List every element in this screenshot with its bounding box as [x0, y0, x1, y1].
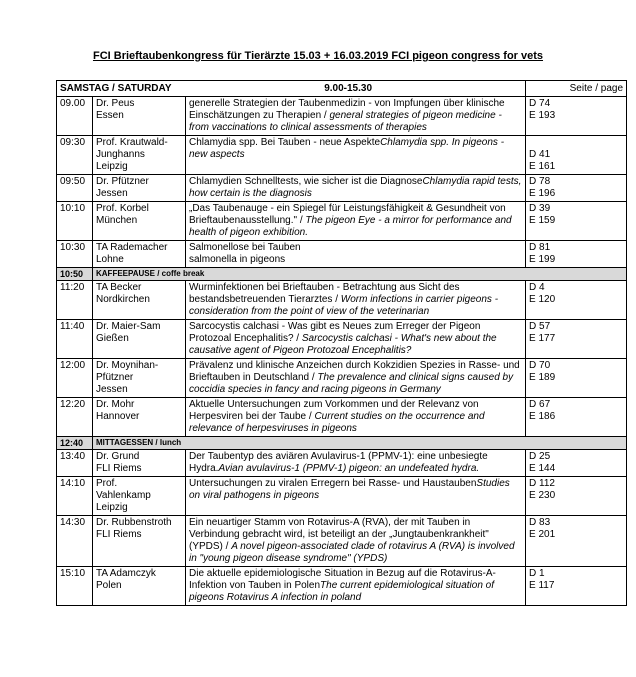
session-row [57, 175, 627, 202]
page-ref: D 4 [529, 282, 545, 293]
topic-english: Chlamydia spp. In pigeons - new aspects [189, 137, 505, 160]
break-label: MITTAGESSEN / lunch [93, 437, 627, 450]
speaker-line: München [96, 215, 138, 226]
session-time: 10:50 [57, 268, 93, 281]
speaker-line: TA Rademacher [96, 242, 168, 253]
page-refs [526, 516, 627, 567]
speaker-line: Prof. Krautwald- [96, 137, 168, 148]
day-header [57, 81, 526, 97]
speaker-line: Junghanns [96, 149, 145, 160]
topic-german: Prävalenz und klinische Anzeichen durch Kokzidien Spezies in Rasse- und Brieftauben in Deutschland / [189, 360, 520, 383]
hours-label: 9.00-15.30 [324, 83, 373, 94]
speaker-line: Nordkirchen [96, 294, 150, 305]
topic-german: Aktuelle Untersuchungen zum Vorkommen und der Relevanz von Herpesviren bei der Taube / [189, 399, 479, 422]
topic [186, 241, 526, 268]
topic [186, 202, 526, 241]
session-row [57, 241, 627, 268]
session-row [57, 320, 627, 359]
speaker-line: Dr. Grund [96, 451, 140, 462]
page-ref: D 83 [529, 517, 551, 528]
speaker [93, 241, 186, 268]
topic [186, 567, 526, 606]
page-ref: E 199 [529, 254, 556, 265]
schedule-table [56, 80, 627, 606]
speaker [93, 477, 186, 516]
speaker [93, 450, 186, 477]
session-time: 09.00 [57, 97, 93, 136]
topic-german: Ein neuartiger Stamm von Rotavirus-A (RVA), der mit Tauben in Verbindung gebracht wird, ist beteiligt an der „Jungtaubenkrankheit" (YPDS) / [189, 517, 489, 552]
session-time: 14:10 [57, 477, 93, 516]
page-refs [526, 320, 627, 359]
topic-german: Die aktuelle epidemiologische Situation in Bezug auf die Rotavirus-A-Infektion von Tauben in Polen [189, 568, 496, 591]
page-refs [526, 175, 627, 202]
topic-german: Sarcocystis calchasi - Was gibt es Neues zum Erreger der Pigeon Protozoal Encephalitis? / [189, 321, 481, 344]
topic-english: Avian avulavirus-1 (PPMV-1) pigeon: an undefeated hydra. [218, 463, 480, 474]
page-ref: D 39 [529, 203, 551, 214]
session-row [57, 477, 627, 516]
page-ref: E 196 [529, 188, 556, 199]
page-refs [526, 202, 627, 241]
topic-german: „Das Taubenauge - ein Spiegel für Leistungsfähigkeit & Gesundheit von Brieftaubenausstellung." / [189, 203, 506, 226]
topic [186, 136, 526, 175]
speaker-line: Polen [96, 580, 122, 591]
page-ref: D 112 [529, 478, 555, 489]
page-refs [526, 477, 627, 516]
session-row [57, 136, 627, 175]
page-ref: D 70 [529, 360, 551, 371]
topic-german: Salmonellose bei Tauben [189, 242, 301, 253]
page-ref: E 189 [529, 372, 556, 383]
page-ref: D 25 [529, 451, 551, 462]
speaker [93, 516, 186, 567]
page-refs [526, 241, 627, 268]
speaker-line: TA Adamczyk [96, 568, 156, 579]
session-row [57, 516, 627, 567]
page-ref: E 117 [529, 580, 555, 591]
topic [186, 398, 526, 437]
topic-english: Sarcocystis calchasi - What's new about the causative agent of Pigeon Protozoal Encephalitis? [189, 333, 497, 356]
session-time: 10:10 [57, 202, 93, 241]
session-time: 14:30 [57, 516, 93, 567]
speaker-line: Lohne [96, 254, 124, 265]
speaker-line: Gießen [96, 333, 129, 344]
page-ref: D 78 [529, 176, 551, 187]
topic [186, 516, 526, 567]
page-ref: E 144 [529, 463, 556, 474]
speaker-line: Dr. Rubbenstroth [96, 517, 172, 528]
speaker [93, 567, 186, 606]
speaker [93, 97, 186, 136]
topic-german: Der Taubentyp des aviären Avulavirus-1 (PPMV-1): eine unbesiegte Hydra. [189, 451, 488, 474]
session-time: 10:30 [57, 241, 93, 268]
topic-english: The current epidemiological situation of pigeons Rotavirus A infection in poland [189, 580, 495, 603]
page-ref: D 1 [529, 568, 545, 579]
speaker [93, 398, 186, 437]
speaker-line: TA Becker [96, 282, 142, 293]
schedule-header-row [57, 81, 627, 97]
session-row [57, 97, 627, 136]
topic-english: salmonella in pigeons [189, 254, 286, 265]
topic [186, 281, 526, 320]
page-refs [526, 136, 627, 175]
speaker [93, 202, 186, 241]
page-ref: E 193 [529, 110, 556, 121]
session-time: 11:20 [57, 281, 93, 320]
session-time: 12:00 [57, 359, 93, 398]
topic-german: Wurminfektionen bei Brieftauben - Betrachtung aus Sicht des bestandsbetreuenden Tierarztes / [189, 282, 460, 305]
speaker [93, 136, 186, 175]
session-time: 12:40 [57, 437, 93, 450]
speaker-line: Leipzig [96, 502, 128, 513]
topic-german: Chlamydien Schnelltests, wie sicher ist die Diagnose [189, 176, 423, 187]
page-ref: D 81 [529, 242, 551, 253]
page-ref: E 161 [529, 161, 556, 172]
session-time: 12:20 [57, 398, 93, 437]
break-row [57, 268, 627, 281]
session-time: 11:40 [57, 320, 93, 359]
session-row [57, 202, 627, 241]
topic-english: Chlamydia rapid tests, how certain is the diagnosis [189, 176, 522, 199]
speaker-line: Essen [96, 110, 124, 121]
break-label: KAFFEEPAUSE / coffe break [93, 268, 627, 281]
topic [186, 97, 526, 136]
break-row [57, 437, 627, 450]
page-ref: E 230 [529, 490, 556, 501]
topic-english: The pigeon Eye - a mirror for performance and health of pigeon exhibition. [189, 215, 512, 238]
speaker [93, 359, 186, 398]
topic [186, 477, 526, 516]
session-row [57, 281, 627, 320]
session-row [57, 450, 627, 477]
page-ref: E 120 [529, 294, 556, 305]
session-row [57, 359, 627, 398]
topic [186, 175, 526, 202]
session-time: 09:50 [57, 175, 93, 202]
topic-english: The prevalence and clinical signs caused by coccidia species in fancy and racing pigeons in Germany [189, 372, 514, 395]
session-row [57, 567, 627, 606]
page-refs [526, 450, 627, 477]
session-time: 15:10 [57, 567, 93, 606]
speaker-line: Dr. Moynihan- [96, 360, 159, 371]
speaker-line: Leipzig [96, 161, 128, 172]
speaker-line: Prof. Korbel [96, 203, 149, 214]
page-ref: E 159 [529, 215, 556, 226]
speaker-line: Jessen [96, 384, 128, 395]
speaker [93, 281, 186, 320]
speaker-line: FLI Riems [96, 529, 142, 540]
session-time: 09:30 [57, 136, 93, 175]
page-refs [526, 567, 627, 606]
speaker-line: Hannover [96, 411, 140, 422]
topic-english: Current studies on the occurrence and relevance of herpesviruses in pigeons [189, 411, 485, 434]
topic-english: Studies on viral pathogens in pigeons [189, 478, 510, 501]
topic [186, 359, 526, 398]
topic [186, 320, 526, 359]
page-ref: D 74 [529, 98, 551, 109]
speaker-line: Dr. Maier-Sam [96, 321, 161, 332]
page-ref: D 57 [529, 321, 551, 332]
page-ref: E 201 [529, 529, 556, 540]
speaker-line: Jessen [96, 188, 128, 199]
topic-german: generelle Strategien der Taubenmedizin - von Impfungen über klinische Einschätzungen zu Therapien / [189, 98, 505, 121]
speaker-line: Dr. Pfützner [96, 176, 149, 187]
topic-english: Worm infections in carrier pigeons - consideration from the point of view of the veterinarian [189, 294, 499, 317]
session-time: 13:40 [57, 450, 93, 477]
page-ref: D 41 [529, 149, 551, 160]
page-refs [526, 398, 627, 437]
speaker-line: Vahlenkamp [96, 490, 151, 501]
speaker-line: Prof. [96, 478, 118, 489]
page-refs [526, 359, 627, 398]
page-title: FCI Brieftaubenkongress für Tierärzte 15.03 + 16.03.2019 FCI pigeon congress for vets [92, 50, 544, 62]
day-label: SAMSTAG / SATURDAY [60, 83, 172, 94]
page-ref: E 177 [529, 333, 556, 344]
topic-german: Untersuchungen zu viralen Erregern bei Rasse- und Haustauben [189, 478, 477, 489]
session-row [57, 398, 627, 437]
page-column-header: Seite / page [526, 81, 627, 97]
page-ref: D 67 [529, 399, 551, 410]
speaker-line: Pfützner [96, 372, 134, 383]
topic-english: general strategies of pigeon medicine - from vaccinations to clinical assessments of therapies [189, 110, 502, 133]
topic [186, 450, 526, 477]
speaker [93, 175, 186, 202]
speaker-line: Dr. Peus [96, 98, 135, 109]
page-refs [526, 281, 627, 320]
speaker-line: FLI Riems [96, 463, 142, 474]
page-spacer [529, 137, 623, 149]
topic-english: A novel pigeon-associated clade of rotavirus A (RVA) is involved in "young pigeon disease syndrome" (YPDS) [189, 541, 515, 564]
speaker-line: Dr. Mohr [96, 399, 135, 410]
topic-german: Chlamydia spp. Bei Tauben - neue Aspekte [189, 137, 381, 148]
speaker [93, 320, 186, 359]
page-refs [526, 97, 627, 136]
page-ref: E 186 [529, 411, 556, 422]
